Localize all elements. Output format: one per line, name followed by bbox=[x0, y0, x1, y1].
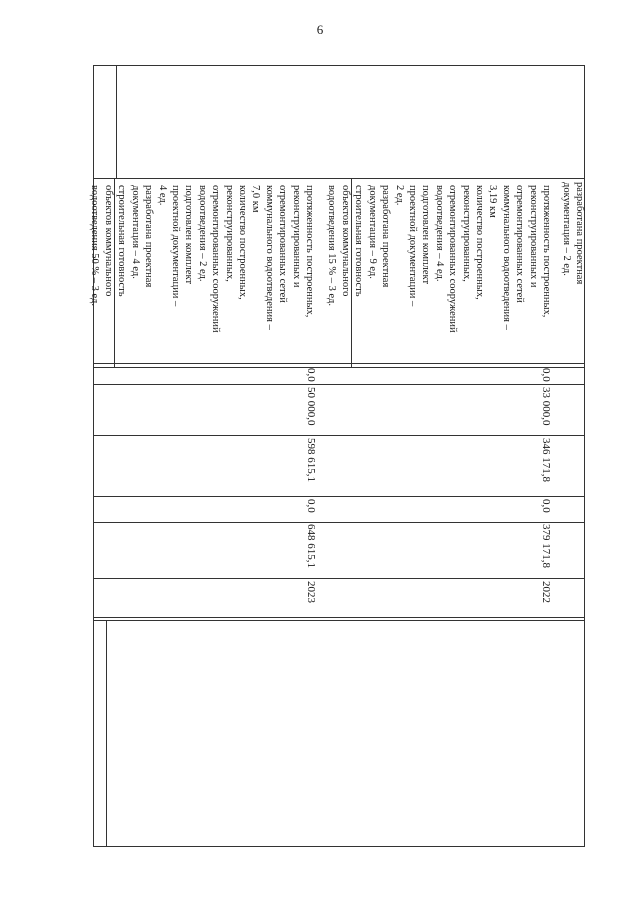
row-separator bbox=[106, 620, 107, 847]
table-row-year: 2023 bbox=[305, 581, 317, 603]
table-row-col3: 598 615,1 bbox=[305, 438, 317, 482]
table-row-col4: 50 000,0 bbox=[305, 387, 317, 426]
table-row-col5: 0,0 bbox=[540, 368, 552, 382]
column-separator bbox=[93, 178, 585, 179]
table-border-bottom bbox=[93, 65, 94, 847]
column-separator bbox=[93, 384, 585, 385]
table-row-indicators: протяженность построенных, реконструированных и отремонтированных сетей коммунального водоотведения – 7,0 км количество построенных, реконструированных, отремонтированных сооружений водоотведения – 2 ед. подготовлен комплект проектной документации – 4 ед. разработана проектная документация – 4 ед. строительная готовность объектов коммунального водоотведения 50 % – 3 ед. bbox=[89, 185, 315, 333]
table-row-year: 2022 bbox=[540, 581, 552, 603]
rotated-table bbox=[89, 65, 585, 847]
table-row-col2: 0,0 bbox=[540, 499, 552, 513]
column-separator bbox=[93, 367, 585, 368]
table-row-total: 648 615,1 bbox=[305, 524, 317, 568]
table-row-col2: 0,0 bbox=[305, 499, 317, 513]
table-border-right bbox=[93, 846, 585, 847]
table-border-left bbox=[93, 65, 585, 66]
column-separator bbox=[93, 522, 585, 523]
carry-over-text: разработана проектная документация – 2 ед. bbox=[560, 182, 585, 285]
table-row-total: 379 171,8 bbox=[540, 524, 552, 568]
column-separator bbox=[93, 496, 585, 497]
column-separator bbox=[93, 363, 585, 364]
table-row-col3: 346 171,8 bbox=[540, 438, 552, 482]
table-row-col5: 0,0 bbox=[305, 368, 317, 382]
column-separator bbox=[93, 435, 585, 436]
row-separator bbox=[116, 65, 117, 178]
column-separator bbox=[93, 578, 585, 579]
table-row-indicators: протяженность построенных, реконструированных и отремонтированных сетей коммунального водоотведения – 3,19 км количество построенных, реконструированных, отремонтированных сооружений водоотведения – 4 ед. подготовлен комплект проектной документации – 2 ед. разработана проектная документация – 9 ед. строительная готовность объектов коммунального водоотведения 15 % – 3 ед. bbox=[326, 185, 552, 333]
column-separator bbox=[93, 617, 585, 618]
column-separator bbox=[93, 620, 585, 621]
table-row-col4: 33 000,0 bbox=[540, 387, 552, 426]
page-number: 6 bbox=[316, 22, 324, 37]
